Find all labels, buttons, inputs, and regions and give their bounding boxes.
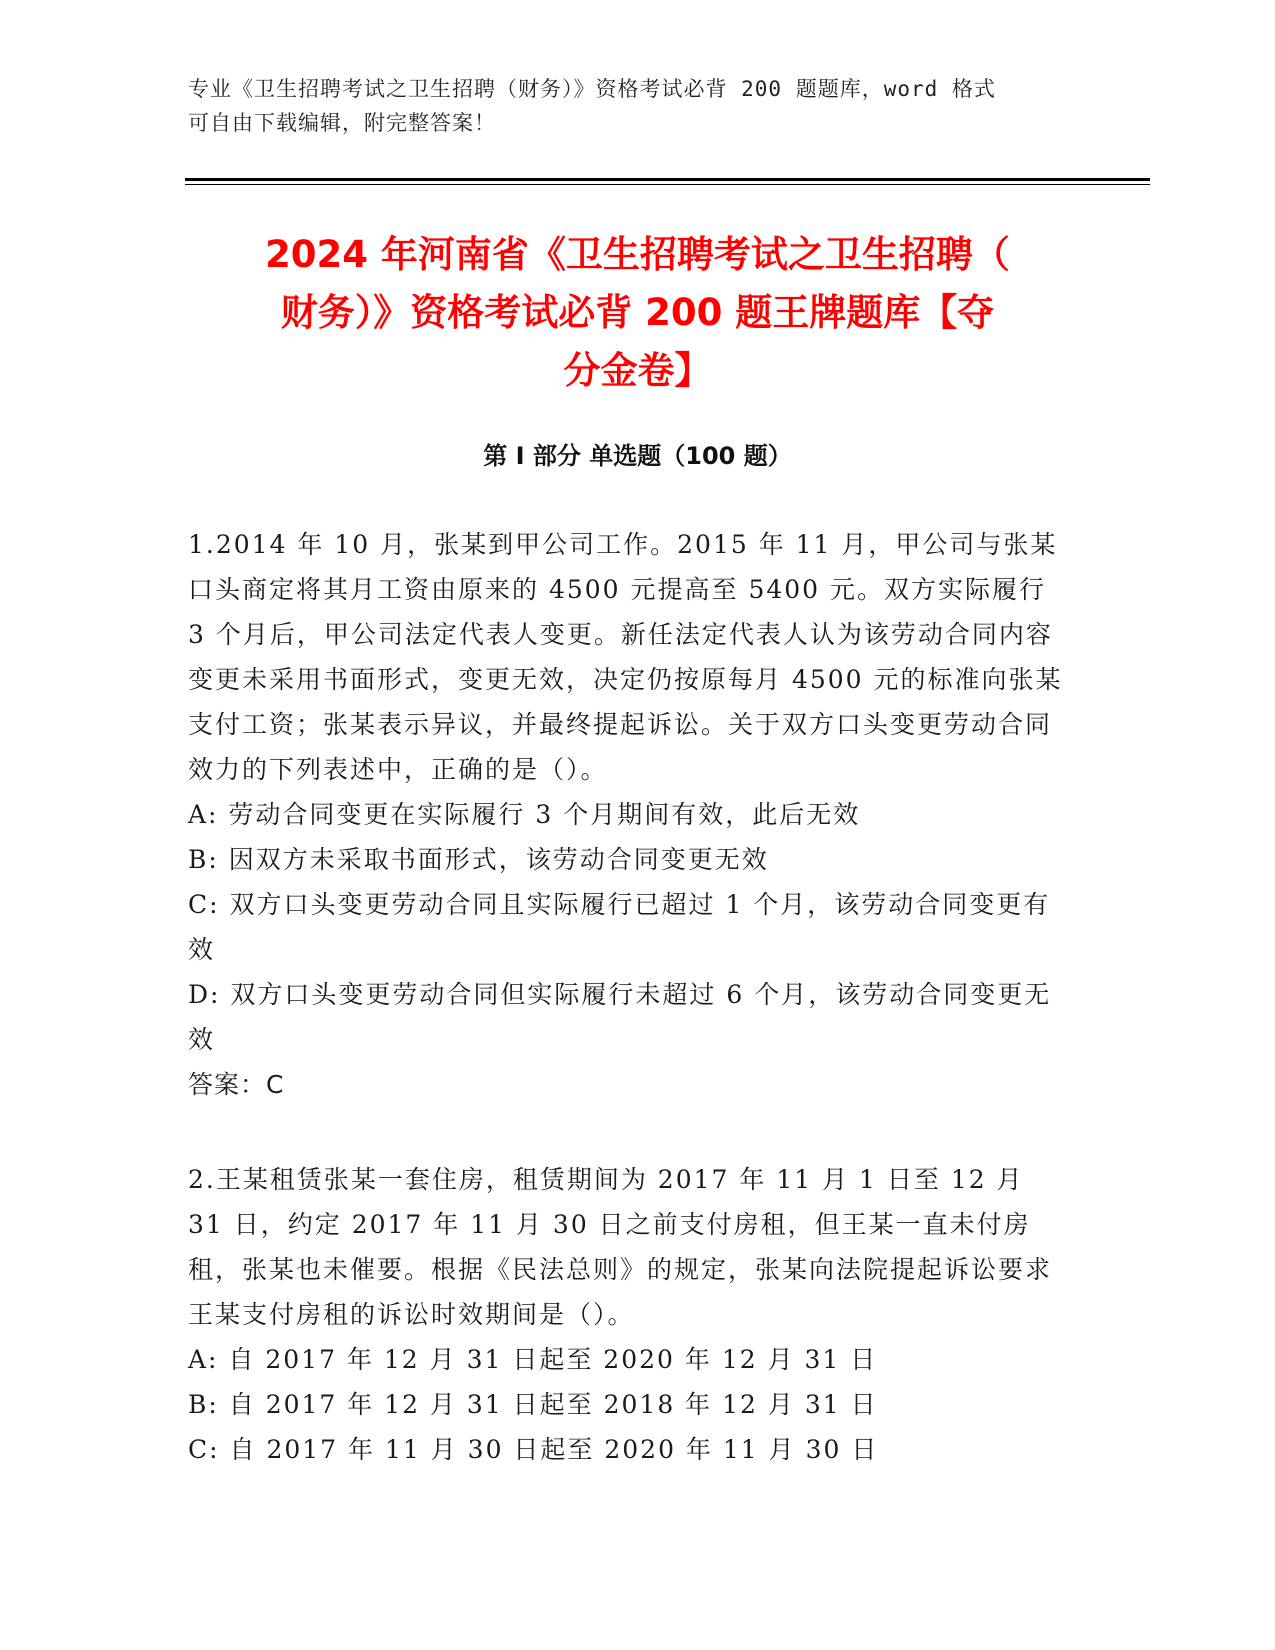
header-note-line2: 可自由下载编辑，附完整答案！ [188,111,496,135]
option-a: A: 自 2017 年 12 月 31 日起至 2020 年 12 月 31 日 [188,1345,878,1374]
title-line1: 2024 年河南省《卫生招聘考试之卫生招聘（ [265,233,1010,276]
title-line3: 分金卷】 [563,349,712,392]
question-2 [188,1157,1068,1472]
option-b: B: 因双方未采取书面形式，该劳动合同变更无效 [188,845,769,874]
title-line2: 财务）》资格考试必背 200 题王牌题库【夺 [280,291,995,334]
option-a: A: 劳动合同变更在实际履行 3 个月期间有效，此后无效 [188,800,861,829]
option-c: C: 双方口头变更劳动合同且实际履行已超过 1 个月，该劳动合同变更有效 [188,890,1051,964]
option-d: D: 双方口头变更劳动合同但实际履行未超过 6 个月，该劳动合同变更无效 [188,980,1052,1054]
question-stem: 2.王某租赁张某一套住房，租赁期间为 2017 年 11 月 1 日至 12 月 31 日，约定 2017 年 11 月 30 日之前支付房租，但王某一直未付房租，张某也未催要。根据《民法总则》的规定，张某向法院提起诉讼要求王某支付房租的诉讼时效期间是（）。 [188,1165,1053,1329]
header-rule-thick [185,178,1150,181]
document-title [175,226,1100,400]
question-stem: 1.2014 年 10 月，张某到甲公司工作。2015 年 11 月，甲公司与张某口头商定将其月工资由原来的 4500 元提高至 5400 元。双方实际履行 3 个月后，甲公司法定代表人变更。新任法定代表人认为该劳动合同内容变更未采用书面形式，变更无效，决定仍按原每月 4500 元的标准向张某支付工资；张某表示异议，并最终提起诉讼。关于双方口头变更劳动合同效力的下列表述中，正确的是（）。 [188,530,1063,784]
header-rule-thin [185,184,1150,185]
header-note [188,72,1058,140]
question-1 [188,522,1068,1107]
section-heading: 第 I 部分 单选题（100 题） [483,442,792,470]
option-b: B: 自 2017 年 12 月 31 日起至 2018 年 12 月 31 日 [188,1390,878,1419]
answer: 答案：C [188,1070,285,1099]
header-note-line1: 专业《卫生招聘考试之卫生招聘（财务）》资格考试必背 200 题题库，word 格式 [188,77,996,101]
option-c: C: 自 2017 年 11 月 30 日起至 2020 年 11 月 30 日 [188,1435,879,1464]
